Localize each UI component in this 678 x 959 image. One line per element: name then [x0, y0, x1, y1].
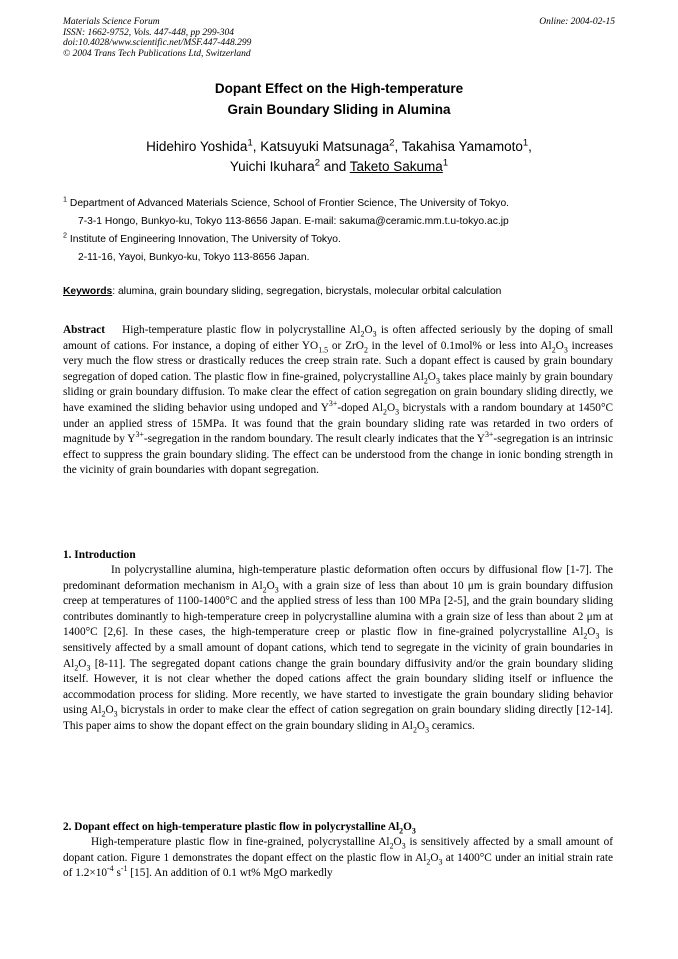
superscript: 3+: [328, 399, 338, 409]
subscript: 3: [438, 856, 443, 866]
paragraph-text: O: [393, 836, 402, 848]
keywords: [63, 285, 623, 299]
paper-title: [63, 78, 615, 120]
abstract-text: High-temperature plastic flow in polycrystalline Al: [122, 324, 361, 336]
paragraph-text: at 1400°C under an initial strain rate of 1.2×10: [63, 851, 613, 880]
heading-text: 2. Dopant effect on high-temperature plastic flow in polycrystalline Al: [63, 821, 400, 833]
affiliation-mark: 1: [442, 157, 449, 169]
keywords-text: : alumina, grain boundary sliding, segregation, bicrystals, molecular orbital calculation: [112, 286, 502, 297]
section-2-body: [63, 835, 613, 882]
affiliation-1-line-1: [63, 195, 623, 213]
abstract-text: bicrystals with a random boundary at 1450°C under an applied stress of 15MPa. It was found that the grain boundary sliding rate was retarded in two orders of magnitude by Y: [63, 401, 614, 446]
paragraph-text: O: [78, 657, 87, 670]
subscript: 2: [551, 344, 556, 354]
separator: ,: [528, 139, 532, 154]
abstract-text: increases very much the flow stress or drastically reduces the creep strain rate. Such a dopant effect is caused by grain boundary segregation of doped cation. The plastic flow in fine-grained, polycrystalline Al: [63, 339, 613, 383]
author-line-2: [63, 157, 615, 177]
paragraph-text: bicrystals in order to make clear the effect of cation segregation on grain boundary sliding directly [12-14]. This paper aims to show the dopant effect on the grain boundary sliding in Al: [63, 704, 613, 732]
author-name: Hidehiro Yoshida: [146, 139, 248, 154]
abstract-text: takes place mainly by grain boundary sliding or grain boundary diffusion. To make clear the effect of cation segregation on grain boundary sliding directly, we have examined the sliding behavior using undoped and Y: [63, 370, 613, 414]
paragraph-text: High-temperature plastic flow in fine-grained, polycrystalline Al: [91, 836, 390, 848]
abstract-text: -segregation is an intrinsic effect to suppress the grain boundary sliding. The effect can be understood from the change in ionic bonding strength in the vicinity of grain boundaries with dopant segregation.: [63, 433, 614, 477]
abstract-text: O: [387, 401, 396, 414]
superscript: -4: [107, 864, 114, 874]
paragraph-text: s: [113, 867, 121, 880]
keywords-label: Keywords: [63, 286, 113, 297]
affiliation-2-line-2: 2-11-16, Yayoi, Bunkyo-ku, Tokyo 113-8656 Japan.: [78, 252, 310, 263]
author-name: , Katsuyuki Matsunaga: [252, 139, 390, 154]
affiliation-text: Institute of Engineering Innovation, The University of Tokyo.: [67, 234, 341, 245]
paragraph-text: O: [430, 851, 439, 864]
subscript: 2: [383, 407, 387, 417]
subscript: 2: [399, 826, 404, 836]
subscript: 2: [426, 856, 431, 866]
superscript: 3+: [484, 430, 494, 440]
abstract-text: O: [427, 370, 436, 383]
abstract-text: in the level of 0.1mol% or less into Al: [367, 339, 552, 352]
superscript: -1: [120, 864, 128, 874]
subscript: 2: [583, 631, 588, 641]
subscript: 2: [389, 841, 394, 851]
affiliation-number: 1: [63, 194, 68, 204]
subscript: 2: [101, 709, 106, 719]
paragraph: [63, 563, 613, 735]
abstract-text: O: [364, 324, 373, 336]
heading-text: O: [403, 821, 412, 833]
subscript: 3: [435, 376, 440, 386]
subscript: 3: [401, 841, 406, 851]
abstract-text: -segregation in the random boundary. The result clearly indicates that the Y: [143, 433, 485, 446]
subscript: 2: [363, 344, 368, 354]
affiliation-1-line-2: 7-3-1 Hongo, Bunkyo-ku, Tokyo 113-8656 Japan. E-mail: sakuma@ceramic.mm.t.u-tokyo.ac.jp: [78, 216, 509, 227]
paragraph-text: O: [105, 704, 114, 717]
section-2-heading: [63, 820, 416, 835]
subscript: 3: [86, 662, 91, 672]
affiliation-text: Department of Advanced Materials Science, School of Frontier Science, The University of Tokyo.: [67, 198, 510, 209]
corresponding-author: Taketo Sakuma: [349, 159, 443, 174]
paragraph-text: O: [416, 719, 426, 732]
subscript: 3: [595, 631, 600, 641]
affiliation-mark: 2: [389, 137, 395, 149]
subscript: 3: [274, 584, 279, 594]
abstract-text: is often affected seriously by the doping of small amount of cations. For instance, a doping of either YO: [63, 324, 613, 352]
author-line-1: [63, 137, 615, 157]
journal-name: Materials Science Forum: [63, 17, 160, 27]
paragraph-text: O: [587, 626, 596, 639]
affiliation-number: 2: [63, 230, 68, 240]
paragraph-text: with a grain size of less than about 10 μm is grain boundary diffusion creep at temperatures of 1100-1400°C and the applied stress of less than 100 MPa [2-5], and the grain boundary sliding contributes dominantly to high-temperature creep in polycrystalline alumina with a grain size of less than about 2 μm at 1400°C [2,6]. In these cases, the high-temperature creep or plastic flow in fine-grained polycrystalline Al: [63, 579, 613, 639]
abstract-text: or ZrO: [328, 339, 364, 352]
paragraph-text: O: [266, 579, 275, 592]
doi: doi:10.4028/www.scientific.net/MSF.447-448.299: [63, 38, 252, 48]
superscript: 3+: [135, 430, 144, 440]
paragraph-text: In polycrystalline alumina, high-temperature plastic deformation often occurs by diffusional flow [1-7]. The predominant deformation mechanism in Al: [63, 564, 613, 592]
author-name: , Takahisa Yamamoto: [394, 139, 523, 154]
title-line-1: Dopant Effect on the High-temperature: [214, 81, 464, 96]
affiliation-2-line-1: [63, 231, 623, 249]
author-list: [63, 137, 615, 177]
subscript: 3: [563, 344, 568, 354]
conjunction: and: [319, 159, 350, 174]
journal-header: [63, 17, 383, 59]
subscript: 2: [423, 376, 428, 386]
abstract-text: -doped Al: [337, 401, 384, 414]
abstract-text: O: [555, 339, 564, 352]
copyright: © 2004 Trans Tech Publications Ltd, Switzerland: [63, 48, 251, 59]
paragraph-text: is sensitively affected by a small amount of dopant cations, which tend to segregate in the vicinity of grain boundaries in Al: [63, 626, 613, 670]
subscript: 3: [425, 725, 430, 735]
section-1-body: [63, 563, 613, 735]
subscript: 2: [412, 725, 417, 735]
issn: ISSN: 1662-9752, Vols. 447-448, pp 299-304: [63, 27, 234, 38]
abstract-label: Abstract: [63, 324, 106, 336]
paragraph-text: [15]. An addition of 0.1 wt% MgO markedly: [127, 867, 333, 880]
paragraph-text: [8-11]. The segregated dopant cations change the grain boundary diffusivity and/or the grain boundary sliding itself. However, it is not clear whether the doped cations affect the grain boundary sliding itself or influence the accommodation process for sliding. More recently, we have started to investigate the grain boundary sliding behavior using Al: [63, 657, 613, 717]
affiliations: [63, 195, 623, 267]
author-name: Yuichi Ikuhara: [229, 159, 315, 174]
abstract: [63, 323, 613, 479]
subscript: 3: [372, 329, 377, 339]
subscript: 1.5: [318, 344, 329, 354]
paragraph-text: ceramics.: [429, 719, 475, 732]
paragraph: [63, 835, 613, 882]
online-date: Online: 2004-02-15: [539, 17, 615, 27]
subscript: 3: [113, 709, 118, 719]
subscript: 3: [411, 826, 416, 836]
affiliation-mark: 1: [522, 137, 529, 149]
subscript: 2: [74, 662, 79, 672]
subscript: 2: [360, 329, 365, 339]
title-line-2: Grain Boundary Sliding in Alumina: [227, 102, 451, 117]
affiliation-mark: 1: [247, 137, 253, 149]
affiliation-mark: 2: [314, 157, 320, 169]
section-1-heading: 1. Introduction: [63, 549, 136, 561]
subscript: 3: [395, 407, 400, 417]
paragraph-text: is sensitively affected by a small amount of dopant cation. Figure 1 demonstrates the dopant effect on the plastic flow in Al: [63, 836, 613, 864]
subscript: 2: [262, 584, 267, 594]
